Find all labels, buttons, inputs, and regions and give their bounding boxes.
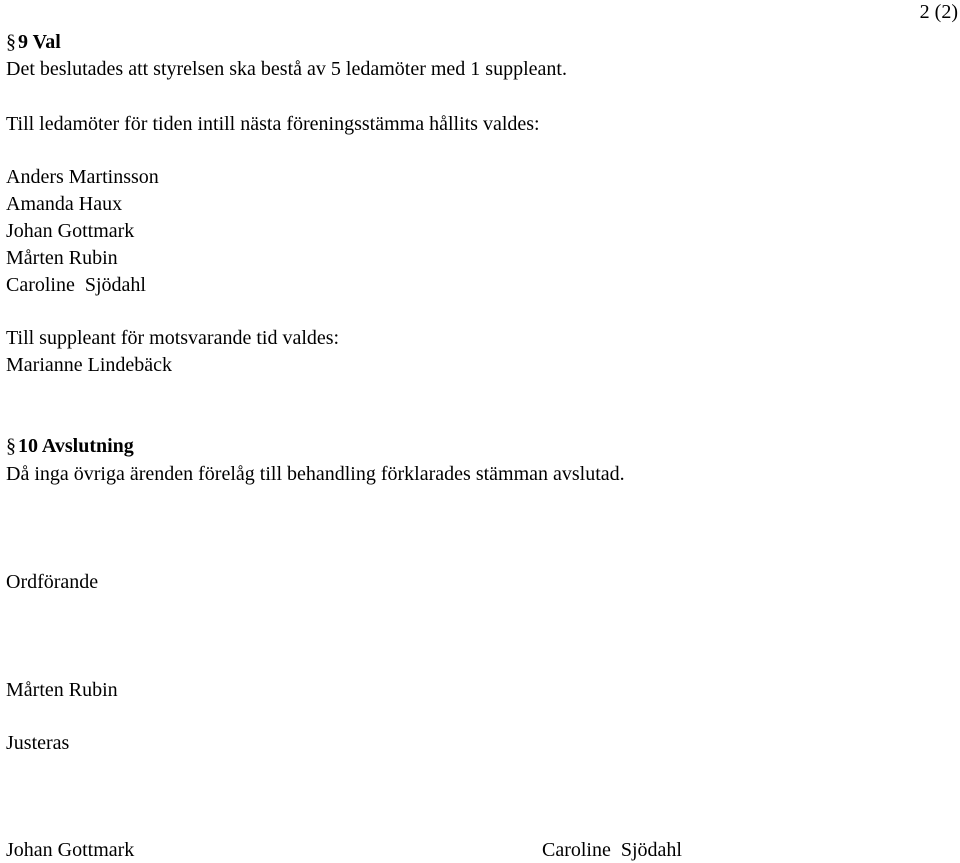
member-name: Amanda Haux (6, 193, 123, 215)
section-9-heading (6, 30, 61, 54)
members-intro: Till ledamöter för tiden intill nästa föreningsstämma hållits valdes: (6, 113, 540, 135)
member-name: Mårten Rubin (6, 247, 118, 269)
member-name: Caroline Sjödahl (6, 274, 146, 296)
member-name: Anders Martinsson (6, 166, 159, 188)
deputy-intro: Till suppleant för motsvarande tid valdes: (6, 327, 340, 349)
chair-label: Ordförande (6, 571, 99, 593)
section-10-title: 10 Avslutning (18, 435, 134, 457)
section-marker: § (6, 435, 16, 457)
section-marker: § (6, 31, 16, 53)
adjuster-name-2: Caroline Sjödahl (542, 839, 682, 861)
section-10-heading (6, 434, 134, 458)
closing-text: Då inga övriga ärenden förelåg till behandling förklarades stämman avslutad. (6, 463, 625, 485)
deputy-name: Marianne Lindebäck (6, 354, 173, 376)
page-number: 2 (2) (919, 1, 958, 23)
member-name: Johan Gottmark (6, 220, 135, 242)
adjuster-name-1: Johan Gottmark (6, 839, 135, 861)
adjusted-label: Justeras (6, 732, 70, 754)
chair-name: Mårten Rubin (6, 679, 118, 701)
section-9-title: 9 Val (18, 31, 61, 53)
board-decision-text: Det beslutades att styrelsen ska bestå av 5 ledamöter med 1 suppleant. (6, 58, 567, 80)
